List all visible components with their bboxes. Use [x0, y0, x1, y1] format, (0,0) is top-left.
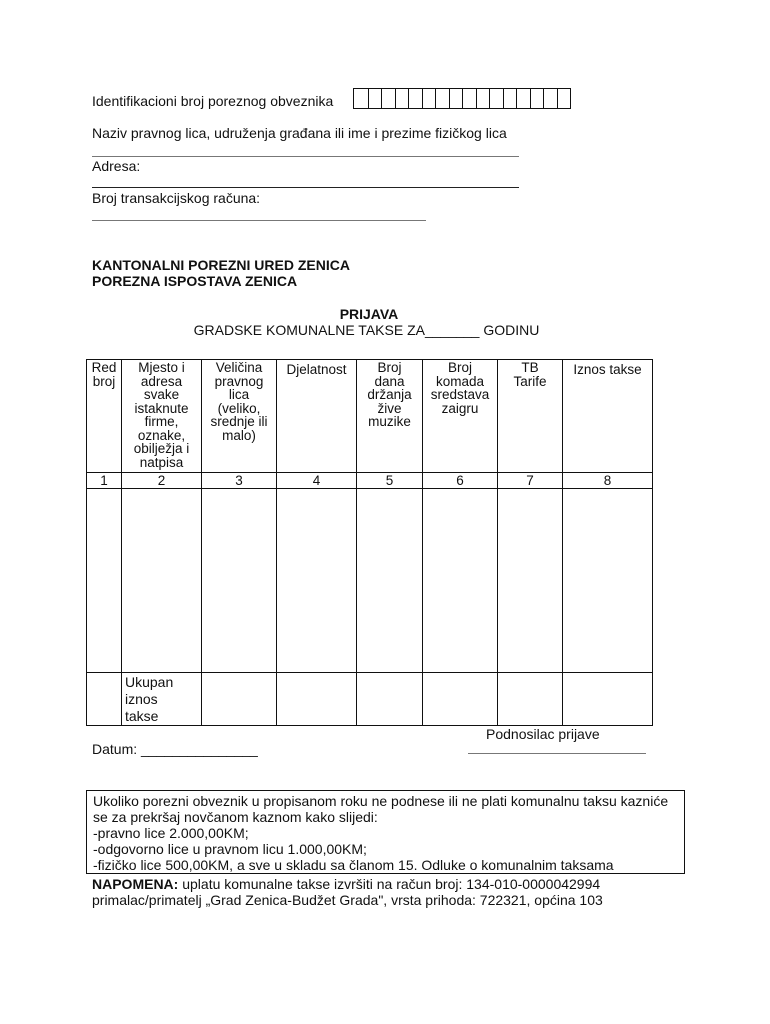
header-text-line: žive [377, 400, 402, 416]
total-cell[interactable] [277, 673, 357, 726]
id-digit-box[interactable] [530, 89, 544, 108]
table-entry-row[interactable] [87, 489, 653, 673]
header-text-line: (veliko, [217, 400, 261, 416]
entry-cell[interactable] [498, 489, 563, 673]
id-digit-box[interactable] [503, 89, 517, 108]
notice-line: -odgovorno lice u pravnom licu 1.000,00KM; [93, 841, 367, 857]
address-label: Adresa: [92, 158, 141, 174]
id-digit-box[interactable] [557, 89, 571, 108]
header-text-line: Red [91, 360, 117, 375]
header-text-line: Tarife [513, 373, 547, 389]
header-text-line: malo) [222, 427, 256, 443]
id-digit-box[interactable] [462, 89, 476, 108]
header-text-line: dana [374, 373, 405, 389]
header-text-line: Iznos takse [573, 362, 642, 377]
total-cell[interactable] [423, 673, 498, 726]
header-text-line: komada [435, 373, 485, 389]
header-text-line: držanja [367, 387, 412, 402]
payment-recipient: primalac/primatelj „Grad Zenica-Budžet Grada", vrsta prihoda: 722321, općina 103 [92, 892, 603, 908]
entry-cell[interactable] [87, 489, 122, 673]
entry-cell[interactable] [357, 489, 423, 673]
header-text-line: zaigru [441, 400, 479, 416]
column-number: 5 [357, 473, 423, 489]
header-text-line: srednje ili [210, 414, 268, 429]
entry-cell[interactable] [202, 489, 277, 673]
id-digit-box[interactable] [516, 89, 530, 108]
header-text-line: adresa [140, 373, 183, 389]
id-digit-box[interactable] [395, 89, 409, 108]
header-text-line: muzike [368, 414, 411, 429]
tax-items-table [86, 359, 653, 726]
entry-cell[interactable] [277, 489, 357, 673]
header-tariff [498, 360, 563, 473]
total-blank-cell [87, 673, 122, 726]
header-activity [277, 360, 357, 473]
penalty-notice-box [86, 790, 685, 874]
signature-line[interactable] [468, 753, 646, 754]
taxpayer-id-boxes[interactable] [353, 88, 571, 109]
column-number: 1 [87, 473, 122, 489]
id-digit-box[interactable] [368, 89, 382, 108]
header-text-line: oznake, [137, 427, 186, 443]
id-digit-box[interactable] [543, 89, 557, 108]
tax-branch-name: POREZNA ISPOSTAVA ZENICA [92, 273, 298, 289]
payment-note [92, 876, 600, 892]
header-text-line: TB [521, 360, 539, 375]
column-number: 4 [277, 473, 357, 489]
header-text-line: lica [228, 387, 250, 402]
column-number: 7 [498, 473, 563, 489]
header-text-line: Djelatnost [286, 362, 347, 377]
taxpayer-id-label: Identifikacioni broj poreznog obveznika [92, 93, 334, 109]
submitter-label: Podnosilac prijave [486, 726, 600, 742]
header-entity-size [202, 360, 277, 473]
header-text-line: obilježja i [133, 441, 190, 456]
table-total-row [87, 673, 653, 726]
header-text-line: firme, [144, 414, 179, 429]
header-text-line: broj [92, 373, 116, 389]
id-digit-box[interactable] [422, 89, 436, 108]
address-line[interactable] [92, 187, 519, 188]
id-digit-box[interactable] [489, 89, 503, 108]
column-number-row [87, 473, 653, 489]
form-subtitle: GRADSKE KOMUNALNE TAKSE ZA_______ GODINU [193, 322, 540, 338]
entity-name-label: Naziv pravnog lica, udruženja građana ili ime i prezime fizičkog lica [92, 125, 507, 141]
id-digit-box[interactable] [381, 89, 395, 108]
column-number: 8 [563, 473, 653, 489]
header-row-number [87, 360, 122, 473]
id-digit-box[interactable] [354, 89, 368, 108]
entry-cell[interactable] [563, 489, 653, 673]
total-label: Ukupan iznos takse [122, 673, 202, 726]
note-text: uplatu komunalne takse izvršiti na račun broj: 134-010-0000042994 [178, 876, 601, 892]
header-text-line: Broj [377, 360, 402, 375]
entry-cell[interactable] [122, 489, 202, 673]
header-text-line: svake [143, 387, 180, 402]
entity-name-line[interactable] [92, 156, 519, 157]
id-digit-box[interactable] [476, 89, 490, 108]
id-digit-box[interactable] [435, 89, 449, 108]
entry-cell[interactable] [423, 489, 498, 673]
table-header-row [87, 360, 653, 473]
id-digit-box[interactable] [408, 89, 422, 108]
header-tax-amount [563, 360, 653, 473]
header-text-line: pravnog [214, 373, 264, 389]
header-text-line: Veličina [215, 360, 263, 375]
column-number: 6 [423, 473, 498, 489]
header-text-line: sredstava [430, 387, 490, 402]
tax-office-name: KANTONALNI POREZNI URED ZENICA [92, 257, 350, 273]
total-cell[interactable] [498, 673, 563, 726]
notice-line: Ukoliko porezni obveznik u propisanom roku ne podnese ili ne plati komunalnu taksu kazniće [93, 793, 669, 809]
notice-line: se za prekršaj novčanom kaznom kako slijedi: [93, 809, 378, 825]
header-live-music-days [357, 360, 423, 473]
header-text-line: istaknute [134, 400, 189, 416]
column-number: 2 [122, 473, 202, 489]
column-number: 3 [202, 473, 277, 489]
notice-line: -fizičko lice 500,00KM, a sve u skladu sa članom 15. Odluke o komunalnim taksama [93, 857, 614, 873]
form-title: PRIJAVA [339, 306, 399, 322]
date-field[interactable]: Datum: _______________ [92, 741, 258, 757]
total-cell[interactable] [357, 673, 423, 726]
header-text-line: natpisa [139, 454, 184, 470]
total-cell[interactable] [202, 673, 277, 726]
header-game-devices [423, 360, 498, 473]
header-text-line: Mjesto i [138, 360, 185, 375]
account-line[interactable] [92, 220, 426, 221]
notice-line: -pravno lice 2.000,00KM; [93, 825, 249, 841]
account-label: Broj transakcijskog računa: [92, 190, 261, 206]
id-digit-box[interactable] [449, 89, 463, 108]
header-location [122, 360, 202, 473]
header-text-line: Broj [447, 360, 472, 375]
note-label: NAPOMENA: [92, 876, 179, 892]
total-amount-cell[interactable] [563, 673, 653, 726]
